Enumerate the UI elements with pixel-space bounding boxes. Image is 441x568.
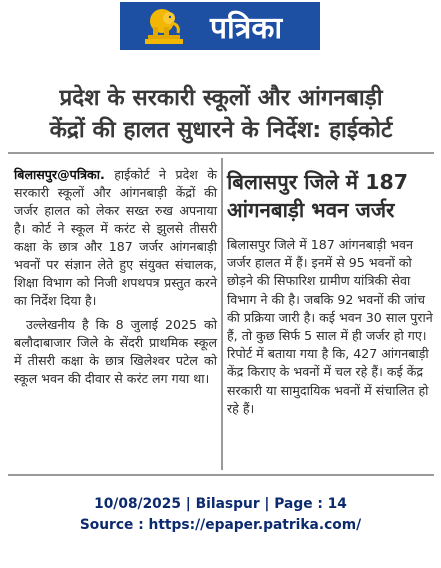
footer-meta: 10/08/2025 | Bilaspur | Page : 14 <box>94 496 347 512</box>
sub-headline-line-1: बिलासपुर जिले में 187 <box>227 170 408 194</box>
footer-source: Source : https://epaper.patrika.com/ <box>79 517 362 533</box>
sub-headline <box>227 168 432 224</box>
lion-emblem-icon <box>142 5 186 47</box>
column-divider <box>221 158 223 470</box>
brand-name: पत्रिका <box>210 11 283 46</box>
headline-line-2: केंद्रों की हालत सुधारने के निर्देश: हाईकोर्ट <box>49 117 393 143</box>
top-rule <box>8 152 434 154</box>
sub-headline-line-2: आंगनबाड़ी भवन जर्जर <box>227 198 395 222</box>
left-column <box>14 166 217 388</box>
headline-line-1: प्रदेश के सरकारी स्कूलों और आंगनबाड़ी <box>59 85 383 111</box>
footer <box>0 494 441 536</box>
dateline: बिलासपुर@पत्रिका. <box>14 167 105 182</box>
paragraph-1-text: हाईकोर्ट ने प्रदेश के सरकारी स्कूलों और आंगनबाड़ी केंद्रों की जर्जर हालत को लेकर सख्त रुख अपनाया है। कोर्ट ने स्कूल में करंट से झुलसे तीसरी कक्षा के छात्र और 187 जर्जर आंगनबाड़ी भवनों पर संज्ञान लेते हुए संयुक्त संचालक, शिक्षा विभाग को निजी शपथपत्र प्रस्तुत करने का निर्देश दिया है। <box>14 167 217 308</box>
paragraph-1 <box>14 166 217 310</box>
masthead-logo <box>120 2 320 50</box>
bottom-rule <box>8 474 434 476</box>
right-column-body: बिलासपुर जिले में 187 आंगनबाड़ी भवन जर्जर हालत में हैं। इनमें से 95 भवनों को छोड़ने की सिफारिश ग्रामीण यांत्रिकी सेवा विभाग ने की है। जबकि 92 भवनों की जांच की प्रक्रिया जारी है। कई भवन 30 साल पुराने हैं, तो कुछ सिर्फ 5 साल में ही जर्जर हो गए। रिपोर्ट में बताया गया है कि, 427 आंगनबाड़ी केंद्र किराए के भवनों में चल रहे हैं। कई केंद्र सरकारी या सामुदायिक भवनों में संचालित हो रहे हैं। <box>227 237 433 416</box>
paragraph-2: उल्लेखनीय है कि 8 जुलाई 2025 को बलौदाबाजार जिले के सेंदरी प्राथमिक स्कूल में तीसरी कक्षा के छात्र खिलेश्वर पटेल को स्कूल भवन की दीवार से करंट लग गया था। <box>14 317 217 386</box>
article-headline <box>8 82 434 146</box>
